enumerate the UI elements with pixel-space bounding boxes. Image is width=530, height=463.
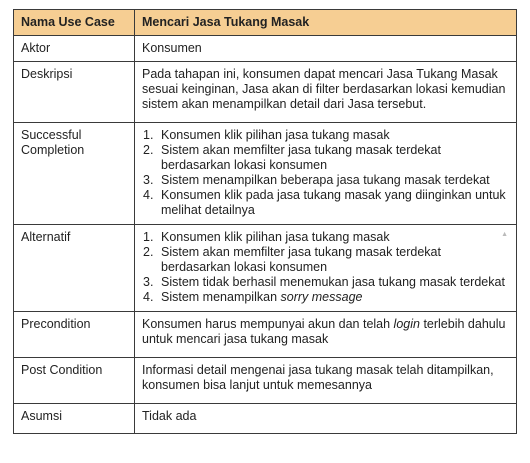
deskripsi-label-cell[interactable] (14, 62, 135, 123)
list-item (142, 230, 510, 245)
use-case-table (13, 9, 517, 434)
deskripsi-row (14, 62, 517, 123)
precondition-label: Precondition (21, 317, 91, 331)
successful-label-cell[interactable] (14, 123, 135, 225)
precondition-value-cell[interactable] (135, 312, 517, 358)
alternatif-steps-cell[interactable] (135, 225, 517, 312)
asumsi-value-cell[interactable] (135, 404, 517, 434)
successful-completion-label: Successful Completion (21, 128, 85, 157)
post-condition-value-cell[interactable] (135, 358, 517, 404)
list-item (142, 143, 510, 173)
list-item (142, 173, 510, 188)
step-number: 2. (143, 143, 154, 157)
header-label: Nama Use Case (21, 15, 115, 29)
asumsi-label-cell[interactable] (14, 404, 135, 434)
asumsi-value: Tidak ada (142, 409, 197, 423)
aktor-row (14, 36, 517, 62)
post-condition-row (14, 358, 517, 404)
scroll-up-arrow-icon[interactable]: ▲ (501, 231, 508, 238)
deskripsi-text: Pada tahapan ini, konsumen dapat mencari Jasa Tukang Masak sesuai keinginan, Jasa akan di filter berdasarkan lokasi kemudian sistem akan menampilkan detail dari Jasa tersebut. (142, 67, 506, 111)
precondition-text-after: terlebih dahulu untuk mencari jasa tukang masak (142, 317, 506, 346)
precondition-text-italic: login (393, 317, 420, 331)
list-item (142, 245, 510, 275)
step-text: Sistem akan memfilter jasa tukang masak terdekat berdasarkan lokasi konsumen (161, 143, 441, 172)
use-case-name: Mencari Jasa Tukang Masak (142, 15, 310, 29)
list-item (142, 275, 510, 290)
alternatif-steps-list (142, 230, 510, 305)
precondition-row (14, 312, 517, 358)
precondition-label-cell[interactable] (14, 312, 135, 358)
step-number: 4. (143, 188, 154, 202)
step-text: Sistem menampilkan (161, 290, 281, 304)
header-row (14, 10, 517, 36)
asumsi-label: Asumsi (21, 409, 62, 423)
post-condition-label-cell[interactable] (14, 358, 135, 404)
list-item (142, 128, 510, 143)
aktor-label: Aktor (21, 41, 51, 55)
step-number: 3. (143, 173, 154, 187)
alternatif-row (14, 225, 517, 312)
precondition-text-before: Konsumen harus mempunyai akun dan telah (142, 317, 394, 331)
step-text: Konsumen klik pada jasa tukang masak yang diinginkan untuk melihat detailnya (161, 188, 506, 217)
list-item (142, 290, 510, 305)
step-text-italic: sorry message (280, 290, 363, 304)
alternatif-label: Alternatif (21, 230, 71, 244)
deskripsi-label: Deskripsi (21, 67, 73, 81)
aktor-value: Konsumen (142, 41, 202, 55)
step-text: Sistem akan memfilter jasa tukang masak terdekat berdasarkan lokasi konsumen (161, 245, 441, 274)
alternatif-label-cell[interactable] (14, 225, 135, 312)
successful-steps-cell[interactable] (135, 123, 517, 225)
successful-completion-row (14, 123, 517, 225)
successful-steps-list (142, 128, 510, 218)
precondition-text (142, 317, 510, 347)
aktor-value-cell[interactable] (135, 36, 517, 62)
list-item (142, 188, 510, 218)
step-number: 1. (143, 128, 154, 142)
step-text: Konsumen klik pilihan jasa tukang masak (161, 230, 390, 244)
asumsi-row (14, 404, 517, 434)
step-number: 4. (143, 290, 154, 304)
step-text: Sistem menampilkan beberapa jasa tukang masak terdekat (161, 173, 490, 187)
aktor-label-cell[interactable] (14, 36, 135, 62)
header-label-cell[interactable] (14, 10, 135, 36)
post-condition-label: Post Condition (21, 363, 103, 377)
step-number: 1. (143, 230, 154, 244)
step-text: Konsumen klik pilihan jasa tukang masak (161, 128, 390, 142)
step-number: 3. (143, 275, 154, 289)
step-number: 2. (143, 245, 154, 259)
deskripsi-value-cell[interactable] (135, 62, 517, 123)
post-condition-text: Informasi detail mengenai jasa tukang masak telah ditampilkan, konsumen bisa lanjut untuk memesannya (142, 363, 494, 392)
step-text: Sistem tidak berhasil menemukan jasa tukang masak terdekat (161, 275, 505, 289)
header-value-cell[interactable] (135, 10, 517, 36)
